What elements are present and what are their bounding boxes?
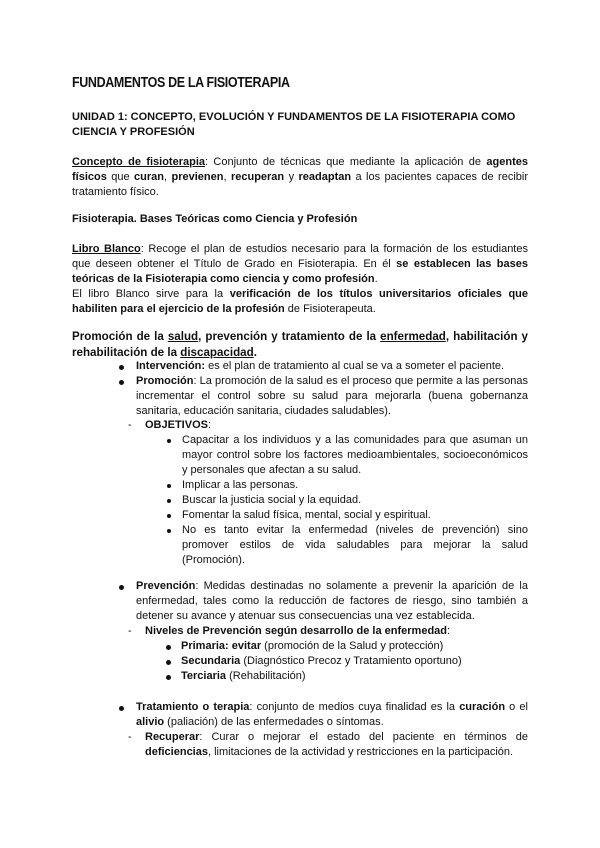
small-bullet-icon [167, 439, 171, 443]
recuperar-item: Recuperar: Curar o mejorar el estado del paciente en términos de deficiencias, limitaciones de la actividad y restricciones en la participación. [145, 731, 528, 758]
bullet-icon [119, 380, 124, 385]
libro-blanco-paragraph-2: El libro Blanco sirve para la verificación de los títulos universitarios oficiales que habiliten para el ejercicio de la profesión de Fisioterapeuta. [72, 288, 529, 315]
objetivo-item: Capacitar a los individuos y a las comunidades para que asuman un mayor control sobre los factores medioambientales, socioeconómicos y personales que afectan a su salud. [182, 434, 528, 476]
bullet-icon [166, 660, 171, 665]
objetivos-label: OBJETIVOS: [145, 419, 212, 431]
bullet-icon [166, 645, 171, 650]
objetivo-item: Implicar a las personas. [182, 479, 299, 491]
tratamiento-item: Tratamiento o terapia: conjunto de medios cuya finalidad es la curación o el alivio (paliación) de las enfermedades o síntomas. [136, 701, 528, 728]
objetivo-item: No es tanto evitar la enfermedad (niveles de prevención) sino promover estilos de vida saludables para mejorar la salud (Promoción). [182, 524, 528, 566]
libro-blanco-paragraph: Libro Blanco: Recoge el plan de estudios necesario para la formación de los estudiantes que deseen obtener el Título de Grado en Fisioterapia. En él se establecen las bases teóricas de la Fisioterapia como ciencia y como profesión. [72, 243, 528, 285]
bullet-icon [119, 706, 124, 711]
small-bullet-icon [167, 484, 171, 488]
promocion-item: Promoción: La promoción de la salud es el proceso que permite a las personas incrementar el control sobre su salud para mejorarla (buena gobernanza sanitaria, educación sanitaria, ciudades saludables). [136, 375, 528, 417]
dash-marker: - [128, 625, 132, 637]
small-bullet-icon [167, 529, 171, 533]
objetivo-item: Fomentar la salud física, mental, social y espiritual. [182, 509, 431, 521]
niveles-label: Niveles de Prevención según desarrollo de la enfermedad: [145, 625, 451, 637]
libro-blanco-term: Libro Blanco [72, 243, 141, 255]
intervencion-item: Intervención: es el plan de tratamiento al cual se va a someter el paciente. [136, 360, 505, 372]
document-title: FUNDAMENTOS DE LA FISIOTERAPIA [72, 75, 290, 91]
unit-heading: UNIDAD 1: CONCEPTO, EVOLUCIÓN Y FUNDAMENTOS DE LA FISIOTERAPIA COMO CIENCIA Y PROFESIÓN [72, 111, 516, 138]
nivel-item: Terciaria (Rehabilitación) [181, 670, 306, 682]
dash-marker: - [128, 731, 132, 743]
bullet-icon [119, 585, 124, 590]
prevencion-item: Prevención: Medidas destinadas no solamente a prevenir la aparición de la enfermedad, tales como la reducción de factores de riesgo, sino también a detener su avance y atenuar sus consecuencias una vez establecida. [136, 580, 528, 622]
objetivo-item: Buscar la justicia social y la equidad. [182, 494, 362, 506]
concept-paragraph: Concepto de fisioterapia: Conjunto de técnicas que mediante la aplicación de agentes físicos que curan, previenen, recuperan y readaptan a los pacientes capaces de recibir tratamiento físico. [72, 156, 528, 198]
small-bullet-icon [167, 499, 171, 503]
nivel-item: Primaria: evitar (promoción de la Salud y protección) [181, 640, 444, 652]
nivel-item: Secundaria (Diagnóstico Precoz y Tratamiento oportuno) [181, 655, 462, 667]
concept-term: Concepto de fisioterapia [72, 156, 205, 168]
promotion-heading: Promoción de la salud, prevención y tratamiento de la enfermedad, habilitación y rehabilitación de la discapacidad. [72, 330, 528, 359]
small-bullet-icon [167, 514, 171, 518]
bullet-icon [166, 675, 171, 680]
dash-marker: - [128, 419, 132, 431]
bullet-icon [119, 365, 124, 370]
bases-heading: Fisioterapia. Bases Teóricas como Ciencia y Profesión [72, 213, 358, 225]
